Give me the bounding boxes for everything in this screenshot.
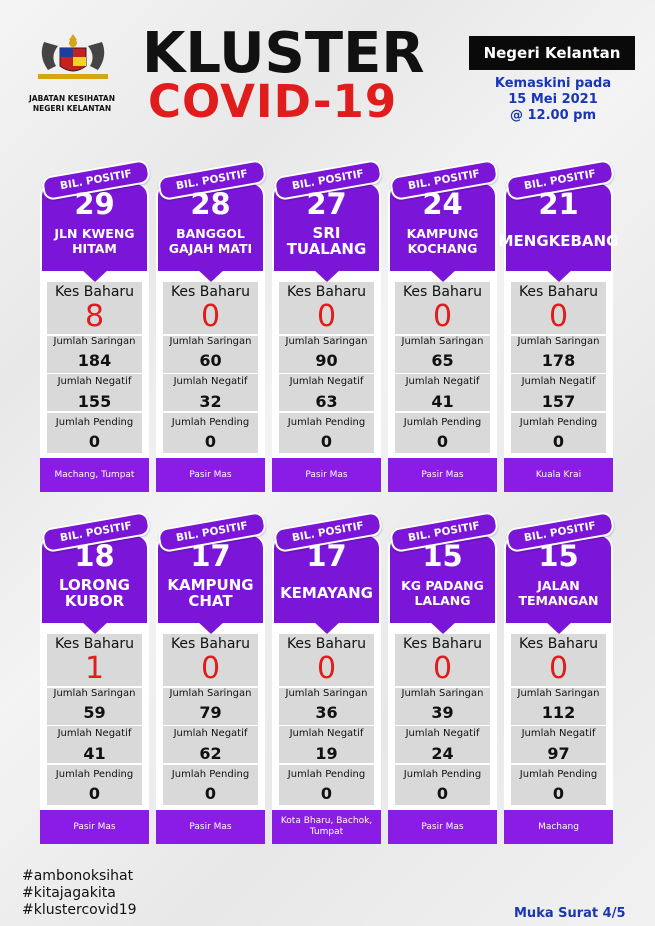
screened-value: 178 xyxy=(541,351,576,370)
cluster-name: LORONG KUBOR xyxy=(59,576,130,610)
org-line-2: NEGERI KELANTAN xyxy=(32,104,112,113)
pending-label: Jumlah Pending xyxy=(287,769,366,780)
pending-value: 0 xyxy=(320,432,333,451)
header-pointer xyxy=(312,620,342,634)
location-footer: Kuala Krai xyxy=(504,458,613,492)
cluster-name: KEMAYANG xyxy=(280,584,373,602)
new-cases-label: Kes Baharu xyxy=(54,284,135,300)
new-cases-label: Kes Baharu xyxy=(402,284,483,300)
location-footer: Pasir Mas xyxy=(272,458,381,492)
location-footer: Machang xyxy=(504,810,613,844)
cluster-card xyxy=(40,520,149,844)
screened-value: 90 xyxy=(315,351,338,370)
cluster-name: JLN KWENG HITAM xyxy=(54,226,135,256)
pending-label: Jumlah Pending xyxy=(519,769,598,780)
positive-ribbon: BIL. POSITIF xyxy=(273,511,384,553)
screened-value: 79 xyxy=(199,703,222,722)
negative-value: 63 xyxy=(315,392,338,411)
new-cases-label: Kes Baharu xyxy=(170,284,251,300)
cluster-name: KG PADANG LALANG xyxy=(401,578,484,608)
positive-count: 28 xyxy=(190,187,231,221)
title-line-2: COVID-19 xyxy=(148,75,398,128)
new-cases-label: Kes Baharu xyxy=(286,284,367,300)
pending-label: Jumlah Pending xyxy=(519,417,598,428)
negative-value: 24 xyxy=(431,744,454,763)
negative-label: Jumlah Negatif xyxy=(57,728,132,739)
hashtag: #kitajagakita xyxy=(22,885,116,901)
cluster-name: BANGGOL GAJAH MATI xyxy=(168,226,253,256)
organization-name xyxy=(18,94,126,114)
pending-label: Jumlah Pending xyxy=(403,417,482,428)
pending-value: 0 xyxy=(320,784,333,803)
pending-value: 0 xyxy=(88,432,101,451)
screened-value: 59 xyxy=(83,703,106,722)
new-cases-value: 0 xyxy=(548,299,569,334)
cluster-card xyxy=(156,520,265,844)
hashtags xyxy=(22,868,137,919)
pending-value: 0 xyxy=(204,784,217,803)
positive-count: 24 xyxy=(422,187,463,221)
pending-value: 0 xyxy=(552,432,565,451)
cluster-card xyxy=(272,168,381,492)
screened-value: 36 xyxy=(315,703,338,722)
screened-label: Jumlah Saringan xyxy=(401,336,484,347)
pending-value: 0 xyxy=(88,784,101,803)
new-cases-value: 8 xyxy=(84,299,105,334)
positive-count: 18 xyxy=(74,539,115,573)
screened-label: Jumlah Saringan xyxy=(517,688,600,699)
screened-label: Jumlah Saringan xyxy=(169,688,252,699)
negative-value: 157 xyxy=(541,392,576,411)
negative-value: 32 xyxy=(199,392,222,411)
positive-ribbon: BIL. POSITIF xyxy=(273,159,384,201)
pending-label: Jumlah Pending xyxy=(55,417,134,428)
hashtag: #klustercovid19 xyxy=(22,902,137,918)
header-pointer xyxy=(196,268,226,282)
cluster-card xyxy=(498,167,619,492)
positive-ribbon: BIL. POSITIF xyxy=(505,511,616,553)
positive-ribbon: BIL. POSITIF xyxy=(157,511,268,553)
new-cases-label: Kes Baharu xyxy=(402,636,483,652)
new-cases-value: 0 xyxy=(200,651,221,686)
negative-label: Jumlah Negatif xyxy=(405,728,480,739)
cluster-card xyxy=(272,520,381,844)
new-cases-value: 1 xyxy=(84,651,105,686)
negative-label: Jumlah Negatif xyxy=(57,376,132,387)
location-footer: Pasir Mas xyxy=(156,458,265,492)
positive-count: 17 xyxy=(190,539,231,573)
negative-label: Jumlah Negatif xyxy=(521,376,596,387)
screened-value: 39 xyxy=(431,703,454,722)
pending-value: 0 xyxy=(436,784,449,803)
update-line-1: Kemaskini pada xyxy=(494,76,612,91)
pending-label: Jumlah Pending xyxy=(171,417,250,428)
positive-count: 17 xyxy=(306,539,347,573)
new-cases-label: Kes Baharu xyxy=(170,636,251,652)
negative-value: 97 xyxy=(547,744,570,763)
pending-label: Jumlah Pending xyxy=(403,769,482,780)
hashtag: #ambonoksihat xyxy=(22,868,134,884)
header-pointer xyxy=(428,268,458,282)
location-footer: Pasir Mas xyxy=(388,458,497,492)
screened-value: 112 xyxy=(541,703,576,722)
location-footer: Pasir Mas xyxy=(40,810,149,844)
state-badge: Negeri Kelantan xyxy=(469,36,635,70)
cluster-card xyxy=(504,520,613,844)
header-pointer xyxy=(544,268,574,282)
negative-label: Jumlah Negatif xyxy=(405,376,480,387)
screened-label: Jumlah Saringan xyxy=(53,336,136,347)
new-cases-value: 0 xyxy=(432,299,453,334)
negative-label: Jumlah Negatif xyxy=(289,728,364,739)
header-pointer xyxy=(544,620,574,634)
positive-ribbon: BIL. POSITIF xyxy=(41,159,152,201)
screened-value: 65 xyxy=(431,351,454,370)
cluster-card xyxy=(40,168,149,492)
positive-count: 15 xyxy=(538,539,579,573)
coat-of-arms-logo xyxy=(30,30,116,82)
negative-label: Jumlah Negatif xyxy=(521,728,596,739)
negative-value: 155 xyxy=(77,392,112,411)
positive-count: 29 xyxy=(74,187,115,221)
positive-count: 21 xyxy=(538,187,579,221)
positive-count: 27 xyxy=(306,187,347,221)
screened-label: Jumlah Saringan xyxy=(401,688,484,699)
positive-ribbon: BIL. POSITIF xyxy=(389,511,500,553)
cluster-name: JALAN TEMANGAN xyxy=(518,578,599,608)
header-pointer xyxy=(428,620,458,634)
cluster-card xyxy=(388,520,497,844)
page-number: Muka Surat 4/5 xyxy=(514,906,626,921)
new-cases-label: Kes Baharu xyxy=(518,284,599,300)
negative-label: Jumlah Negatif xyxy=(173,376,248,387)
cluster-card xyxy=(388,168,497,492)
new-cases-value: 0 xyxy=(316,299,337,334)
screened-label: Jumlah Saringan xyxy=(285,336,368,347)
pending-label: Jumlah Pending xyxy=(55,769,134,780)
header-pointer xyxy=(80,620,110,634)
pending-value: 0 xyxy=(204,432,217,451)
screened-value: 184 xyxy=(77,351,112,370)
cluster-name: MENGKEBANG xyxy=(498,232,619,250)
new-cases-label: Kes Baharu xyxy=(54,636,135,652)
title-line-1: KLUSTER xyxy=(142,21,425,86)
positive-count: 15 xyxy=(422,539,463,573)
negative-value: 41 xyxy=(83,744,106,763)
negative-value: 41 xyxy=(431,392,454,411)
update-line-2: 15 Mei 2021 xyxy=(508,92,598,107)
screened-label: Jumlah Saringan xyxy=(285,688,368,699)
screened-label: Jumlah Saringan xyxy=(169,336,252,347)
new-cases-value: 0 xyxy=(548,651,569,686)
update-info xyxy=(470,76,636,124)
location-footer: Machang, Tumpat xyxy=(40,458,149,492)
pending-label: Jumlah Pending xyxy=(171,769,250,780)
org-line-1: JABATAN KESIHATAN xyxy=(28,94,115,103)
negative-label: Jumlah Negatif xyxy=(173,728,248,739)
positive-ribbon: BIL. POSITIF xyxy=(41,511,152,553)
header-pointer xyxy=(196,620,226,634)
screened-label: Jumlah Saringan xyxy=(517,336,600,347)
screened-value: 60 xyxy=(199,351,222,370)
positive-ribbon: BIL. POSITIF xyxy=(505,159,616,201)
negative-value: 19 xyxy=(315,744,338,763)
location-footer: Kota Bharu, Bachok, Tumpat xyxy=(272,810,381,844)
positive-ribbon: BIL. POSITIF xyxy=(389,159,500,201)
new-cases-value: 0 xyxy=(200,299,221,334)
positive-ribbon: BIL. POSITIF xyxy=(157,159,268,201)
pending-label: Jumlah Pending xyxy=(287,417,366,428)
update-line-3: @ 12.00 pm xyxy=(509,108,597,123)
new-cases-value: 0 xyxy=(316,651,337,686)
screened-label: Jumlah Saringan xyxy=(53,688,136,699)
cluster-card xyxy=(156,168,265,492)
header-pointer xyxy=(312,268,342,282)
new-cases-value: 0 xyxy=(432,651,453,686)
cluster-name: KAMPUNG CHAT xyxy=(167,576,254,610)
new-cases-label: Kes Baharu xyxy=(518,636,599,652)
new-cases-label: Kes Baharu xyxy=(286,636,367,652)
location-footer: Pasir Mas xyxy=(156,810,265,844)
pending-value: 0 xyxy=(436,432,449,451)
cluster-name: SRI TUALANG xyxy=(286,224,367,258)
pending-value: 0 xyxy=(552,784,565,803)
negative-value: 62 xyxy=(199,744,222,763)
header-pointer xyxy=(80,268,110,282)
location-footer: Pasir Mas xyxy=(388,810,497,844)
negative-label: Jumlah Negatif xyxy=(289,376,364,387)
cluster-name: KAMPUNG KOCHANG xyxy=(406,226,479,256)
